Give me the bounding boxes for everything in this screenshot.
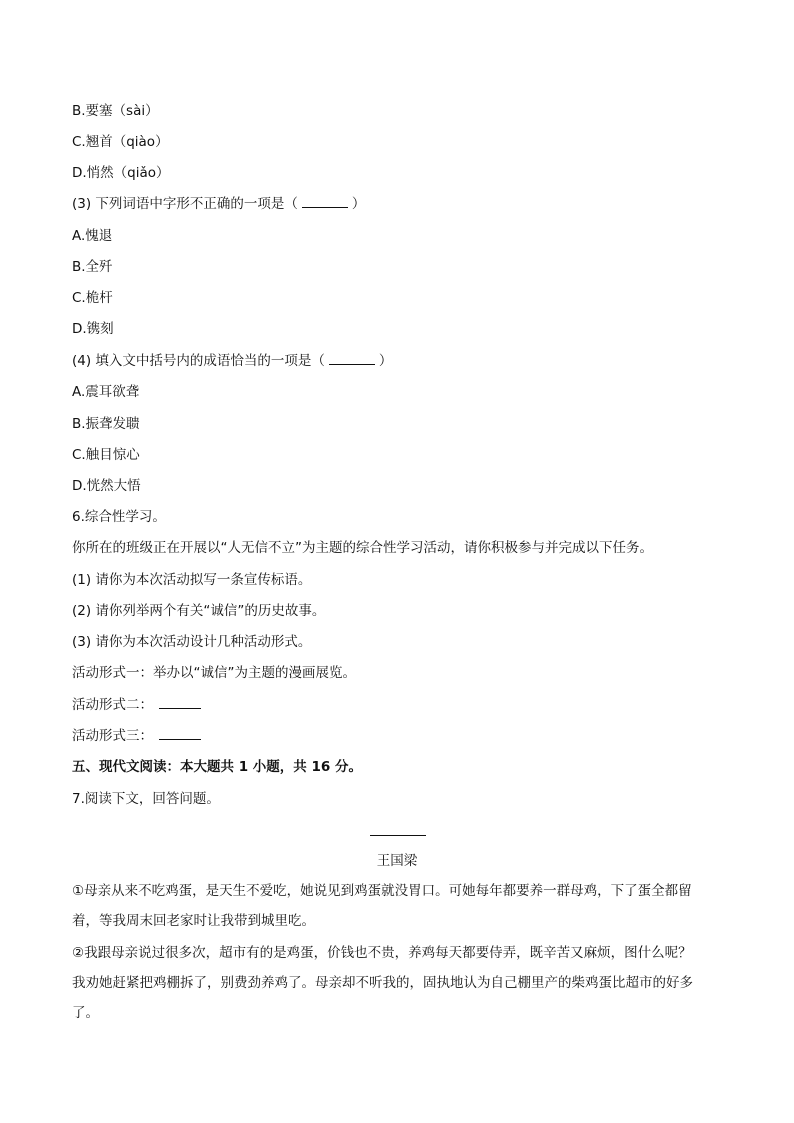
article-paragraph-2 [72, 938, 722, 1028]
q5-sub3-question [72, 194, 722, 214]
q5-option-c: C.翘首（qiào） [72, 134, 169, 150]
q6-task-2: (2) 请你列举两个有关“诚信”的历史故事。 [72, 603, 326, 619]
q5-sub3-option-a: A.愧退 [72, 228, 113, 244]
answer-blank[interactable] [329, 352, 375, 365]
q5-sub4-option-a: A.震耳欲聋 [72, 384, 140, 400]
q7-heading: 7.阅读下文，回答问题。 [72, 791, 220, 807]
q6-intro: 你所在的班级正在开展以“人无信不立”为主题的综合性学习活动，请你积极参与并完成以下任务。 [72, 540, 653, 556]
q5-sub4-option-d: D.恍然大悟 [72, 478, 141, 494]
answer-blank[interactable] [159, 696, 201, 709]
q6-task-1: (1) 请你为本次活动拟写一条宣传标语。 [72, 572, 312, 588]
q6-task-3: (3) 请你为本次活动设计几种活动形式。 [72, 634, 312, 650]
paragraph-line: 了。 [72, 1005, 99, 1021]
q5-sub3-close: ） [351, 196, 366, 212]
article-paragraph-1 [72, 876, 722, 936]
paragraph-line: 我劝她赶紧把鸡棚拆了，别费劲养鸡了。母亲却不听我的，固执地认为自己棚里产的柴鸡蛋比超市的好多 [72, 975, 693, 991]
section-5-heading: 五、现代文阅读：本大题共 1 小题，共 16 分。 [72, 759, 362, 775]
q5-sub3-option-b: B.全歼 [72, 259, 113, 275]
q6-heading: 6.综合性学习。 [72, 509, 166, 525]
q6-form-2-row [72, 695, 722, 715]
paragraph-line: ①母亲从来不吃鸡蛋，是天生不爱吃，她说见到鸡蛋就没胃口。可她每年都要养一群母鸡，下了蛋全都留 [72, 883, 692, 899]
paragraph-line: ②我跟母亲说过很多次，超市有的是鸡蛋，价钱也不贵，养鸡每天都要侍弄，既辛苦又麻烦，图什么呢？ [72, 945, 692, 961]
article-author: 王国梁 [376, 853, 418, 869]
q5-sub4-stem: (4) 填入文中括号内的成语恰当的一项是（ [72, 353, 325, 369]
q6-form-1: 活动形式一：举办以“诚信”为主题的漫画展览。 [72, 665, 356, 681]
q5-sub4-option-b: B.振聋发聩 [72, 416, 140, 432]
answer-blank[interactable] [159, 727, 201, 740]
q5-sub4-question [72, 351, 722, 371]
q5-sub3-stem: (3) 下列词语中字形不正确的一项是（ [72, 196, 298, 212]
q5-option-b: B.要塞（sài） [72, 103, 159, 119]
paragraph-line: 着，等我周末回老家时让我带到城里吃。 [72, 913, 315, 929]
answer-blank[interactable] [302, 195, 348, 208]
q6-form-3-label: 活动形式三： [72, 728, 153, 744]
q5-sub4-close: ） [378, 353, 393, 369]
q5-sub4-option-c: C.触目惊心 [72, 447, 140, 463]
q5-sub3-option-d: D.镌刻 [72, 321, 114, 337]
q6-form-2-label: 活动形式二： [72, 697, 153, 713]
q6-form-3-row [72, 726, 722, 746]
article-title-blank[interactable] [370, 835, 426, 836]
q5-option-d: D.悄然（qiǎo） [72, 165, 170, 181]
q5-sub3-option-c: C.桅杆 [72, 290, 113, 306]
